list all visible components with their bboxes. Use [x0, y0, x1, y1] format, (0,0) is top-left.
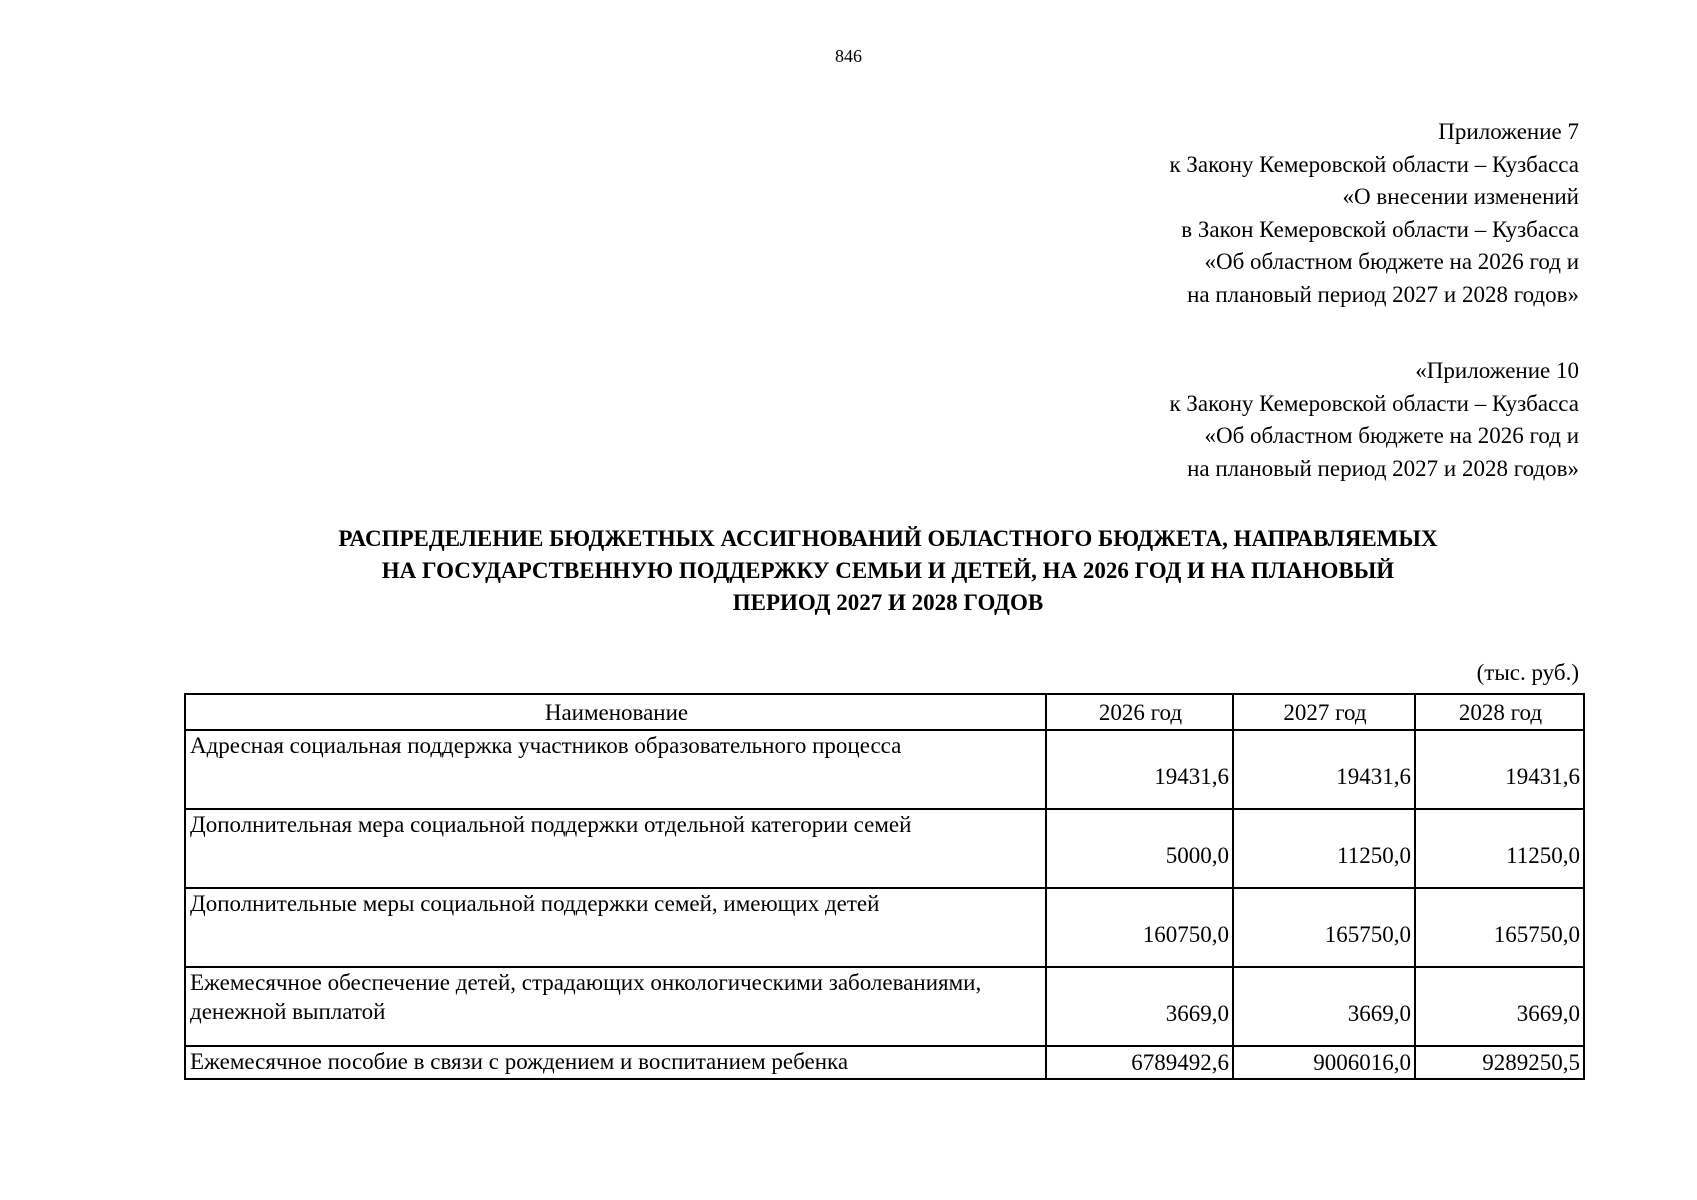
title-line: ПЕРИОД 2027 И 2028 ГОДОВ [732, 590, 1044, 615]
appendix-line: в Закон Кемеровской области – Кузбасса [1181, 216, 1579, 242]
row-value-2028: 19431,6 [1415, 730, 1584, 809]
table-row [185, 730, 1584, 809]
appendix-line: «Об областном бюджете на 2026 год и [1204, 249, 1579, 274]
appendix-line: на плановый период 2027 и 2028 годов» [1187, 281, 1579, 307]
page-number: 846 [835, 46, 862, 66]
table-header-row [185, 694, 1584, 730]
row-value-2028: 11250,0 [1415, 809, 1584, 888]
row-name: Адресная социальная поддержка участников образовательного процесса [185, 730, 1046, 809]
header-2026: 2026 год [1046, 694, 1233, 730]
row-value-2027: 11250,0 [1233, 809, 1415, 888]
row-value-2028: 3669,0 [1415, 967, 1584, 1046]
table-row [185, 967, 1584, 1046]
appendix-line: «Приложение 10 [1415, 358, 1579, 383]
appendix-line: Приложение 7 [1438, 119, 1579, 144]
appendix-line: к Закону Кемеровской области – Кузбасса [1169, 151, 1579, 177]
header-name: Наименование [185, 694, 1046, 730]
row-name: Ежемесячное пособие в связи с рождением и воспитанием ребенка [185, 1046, 1046, 1079]
document-title [180, 523, 1596, 619]
header-2027: 2027 год [1233, 694, 1415, 730]
row-value-2027: 9006016,0 [1233, 1046, 1415, 1079]
table-row [185, 888, 1584, 967]
row-value-2026: 160750,0 [1046, 888, 1233, 967]
appendix-line: «Об областном бюджете на 2026 год и [1204, 423, 1579, 448]
row-value-2028: 9289250,5 [1415, 1046, 1584, 1079]
row-name: Дополнительная мера социальной поддержки отдельной категории семей [185, 809, 1046, 888]
row-name: Ежемесячное обеспечение детей, страдающих онкологическими заболеваниями, денежной выплатой [185, 967, 1046, 1046]
appendix-line: к Закону Кемеровской области – Кузбасса [1169, 390, 1579, 416]
budget-table [184, 693, 1585, 1080]
row-value-2026: 5000,0 [1046, 809, 1233, 888]
appendix-7-header [1169, 116, 1579, 311]
units-label: (тыс. руб.) [1476, 660, 1579, 685]
row-value-2027: 165750,0 [1233, 888, 1415, 967]
row-name: Дополнительные меры социальной поддержки семей, имеющих детей [185, 888, 1046, 967]
table-row [185, 1046, 1584, 1079]
row-value-2027: 19431,6 [1233, 730, 1415, 809]
appendix-10-header [1169, 355, 1579, 485]
title-line: НА ГОСУДАРСТВЕННУЮ ПОДДЕРЖКУ СЕМЬИ И ДЕТЕЙ, НА 2026 ГОД И НА ПЛАНОВЫЙ [381, 558, 1395, 583]
row-value-2028: 165750,0 [1415, 888, 1584, 967]
row-value-2026: 3669,0 [1046, 967, 1233, 1046]
row-value-2026: 19431,6 [1046, 730, 1233, 809]
title-line: РАСПРЕДЕЛЕНИЕ БЮДЖЕТНЫХ АССИГНОВАНИЙ ОБЛАСТНОГО БЮДЖЕТА, НАПРАВЛЯЕМЫХ [338, 526, 1438, 551]
row-value-2027: 3669,0 [1233, 967, 1415, 1046]
row-value-2026: 6789492,6 [1046, 1046, 1233, 1079]
header-2028: 2028 год [1415, 694, 1584, 730]
table-row [185, 809, 1584, 888]
appendix-line: на плановый период 2027 и 2028 годов» [1187, 455, 1579, 481]
appendix-line: «О внесении изменений [1342, 184, 1579, 209]
